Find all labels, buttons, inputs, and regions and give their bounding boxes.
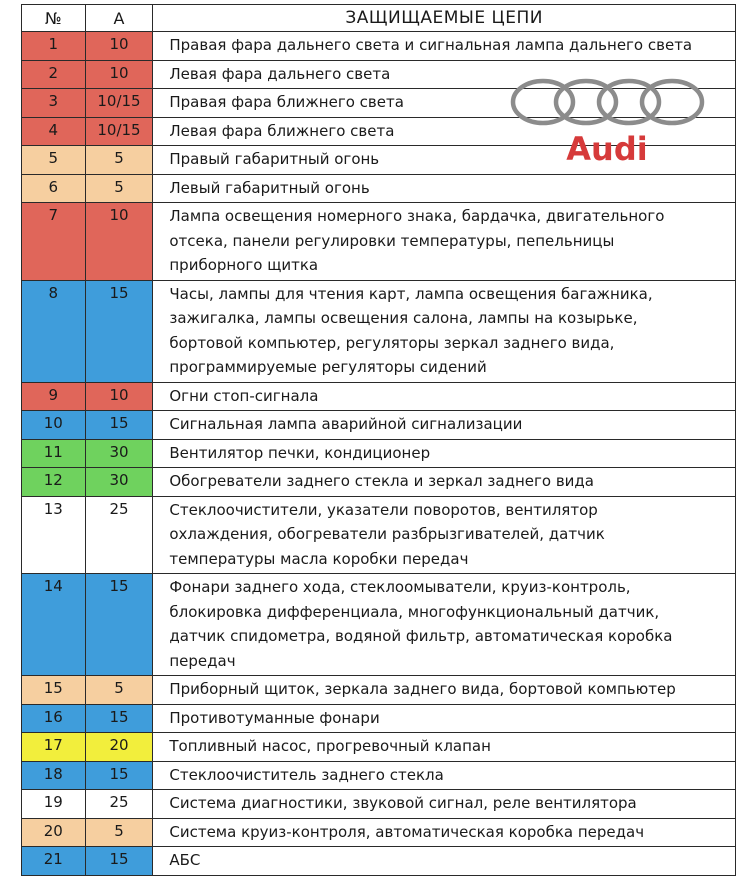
fuse-circuit-description [153, 496, 736, 574]
description-line: Лампа освещения номерного знака, бардачка, двигательного [169, 207, 665, 225]
description-line: блокировка дифференциала, многофункциональный датчик, [169, 602, 660, 621]
description-line: приборного щитка [169, 256, 319, 274]
fuse-amperage: 25 [85, 790, 153, 819]
fuse-number: 9 [22, 382, 86, 411]
fuse-row [22, 676, 736, 705]
description-line: Правая фара дальнего света и сигнальная лампа дальнего света [169, 36, 693, 54]
fuse-amperage: 10 [85, 382, 153, 411]
description-line: Приборный щиток, зеркала заднего вида, бортовой компьютер [169, 680, 676, 698]
fuse-amperage: 30 [85, 468, 153, 497]
description-line: Фонари заднего хода, стеклоомыватели, круиз-контроль, [169, 578, 631, 596]
fuse-number: 7 [22, 203, 86, 281]
description-line: отсека, панели регулировки температуры, пепельницы [169, 231, 615, 250]
fuse-circuit-description [153, 676, 736, 705]
fuse-number: 10 [22, 411, 86, 440]
audi-logo-text: Audi [566, 130, 648, 166]
fuse-circuit-description [153, 203, 736, 281]
fuse-number: 8 [22, 280, 86, 382]
description-line: Противотуманные фонари [169, 708, 380, 727]
fuse-amperage: 15 [85, 574, 153, 676]
fuse-row [22, 496, 736, 574]
fuse-number: 21 [22, 847, 86, 876]
fuse-circuit-description [153, 574, 736, 676]
description-line: бортовой компьютер, регуляторы зеркал заднего вида, [169, 333, 615, 352]
table-header-row [22, 5, 736, 32]
fuse-number: 6 [22, 174, 86, 203]
fuse-row [22, 468, 736, 497]
fuse-row [22, 790, 736, 819]
description-line: Правая фара ближнего света [169, 93, 404, 111]
fuse-circuit-description [153, 733, 736, 762]
fuse-amperage: 5 [85, 174, 153, 203]
fuse-row [22, 733, 736, 762]
audi-rings-icon [513, 81, 702, 123]
fuse-amperage: 15 [85, 704, 153, 733]
audi-logo [507, 76, 707, 166]
description-line: зажигалка, лампы освещения салона, лампы на козырьке, [169, 309, 638, 327]
fuse-amperage: 15 [85, 280, 153, 382]
fuse-circuit-description [153, 280, 736, 382]
fuse-amperage: 20 [85, 733, 153, 762]
description-line: Часы, лампы для чтения карт, лампа освещения багажника, [169, 284, 653, 303]
fuse-number: 16 [22, 704, 86, 733]
fuse-circuit-description [153, 790, 736, 819]
fuse-circuit-description [153, 847, 736, 876]
description-line: Огни стоп-сигнала [169, 386, 319, 405]
fuse-circuit-description [153, 818, 736, 847]
description-line: Левый габаритный огонь [169, 178, 370, 197]
fuse-amperage: 5 [85, 676, 153, 705]
fuse-number: 1 [22, 32, 86, 61]
fuse-amperage: 10/15 [85, 89, 153, 118]
fuse-circuit-description [153, 439, 736, 468]
description-line: Система диагностики, звуковой сигнал, реле вентилятора [169, 794, 637, 812]
description-line: программируемые регуляторы сидений [169, 358, 487, 376]
description-line: Правый габаритный огонь [169, 150, 380, 168]
fuse-number: 2 [22, 60, 86, 89]
fuse-number: 14 [22, 574, 86, 676]
description-line: температуры масла коробки передач [169, 549, 469, 568]
fuse-circuit-description [153, 468, 736, 497]
fuse-number: 5 [22, 146, 86, 175]
fuse-row [22, 761, 736, 790]
fuse-number: 12 [22, 468, 86, 497]
description-line: охлаждения, обогреватели разбрызгивателей, датчик [169, 525, 605, 543]
description-line: Стеклоочиститель заднего стекла [169, 765, 444, 784]
fuse-row [22, 280, 736, 382]
fuse-row [22, 847, 736, 876]
description-line: датчик спидометра, водяной фильтр, автоматическая коробка [169, 627, 673, 645]
fuse-row [22, 174, 736, 203]
fuse-amperage: 5 [85, 818, 153, 847]
fuse-amperage: 30 [85, 439, 153, 468]
header-protected-circuits: ЗАЩИЩАЕМЫЕ ЦЕПИ [153, 5, 736, 32]
fuse-number: 20 [22, 818, 86, 847]
description-line: Стеклоочистители, указатели поворотов, вентилятор [169, 500, 598, 519]
fuse-amperage: 25 [85, 496, 153, 574]
fuse-number: 13 [22, 496, 86, 574]
fuse-row [22, 203, 736, 281]
fuse-row [22, 704, 736, 733]
fuse-amperage: 15 [85, 411, 153, 440]
header-number: № [22, 5, 86, 32]
fuse-circuit-description [153, 174, 736, 203]
fuse-number: 19 [22, 790, 86, 819]
description-line: Обогреватели заднего стекла и зеркал заднего вида [169, 472, 594, 490]
fuse-amperage: 10/15 [85, 117, 153, 146]
fuse-number: 17 [22, 733, 86, 762]
description-line: Сигнальная лампа аварийной сигнализации [169, 415, 523, 433]
fuse-number: 11 [22, 439, 86, 468]
fuse-number: 4 [22, 117, 86, 146]
description-line: Система круиз-контроля, автоматическая коробка передач [169, 822, 645, 841]
description-line: Вентилятор печки, кондиционер [169, 443, 431, 462]
fuse-row [22, 382, 736, 411]
description-line: Левая фара ближнего света [169, 121, 395, 140]
fuse-row [22, 818, 736, 847]
description-line: передач [169, 651, 236, 670]
fuse-row [22, 411, 736, 440]
fuse-amperage: 10 [85, 32, 153, 61]
fuse-row [22, 439, 736, 468]
fuse-number: 3 [22, 89, 86, 118]
fuse-circuit-description [153, 32, 736, 61]
fuse-amperage: 15 [85, 847, 153, 876]
fuse-amperage: 10 [85, 203, 153, 281]
header-amperage: А [85, 5, 153, 32]
description-line: Топливный насос, прогревочный клапан [169, 737, 491, 755]
fuse-amperage: 5 [85, 146, 153, 175]
fuse-circuit-description [153, 704, 736, 733]
fuse-circuit-description [153, 382, 736, 411]
fuse-row [22, 32, 736, 61]
description-line: АБС [169, 851, 201, 869]
fuse-circuit-description [153, 761, 736, 790]
fuse-amperage: 10 [85, 60, 153, 89]
fuse-row [22, 574, 736, 676]
description-line: Левая фара дальнего света [169, 64, 391, 83]
fuse-amperage: 15 [85, 761, 153, 790]
fuse-number: 15 [22, 676, 86, 705]
fuse-number: 18 [22, 761, 86, 790]
fuse-circuit-description [153, 411, 736, 440]
